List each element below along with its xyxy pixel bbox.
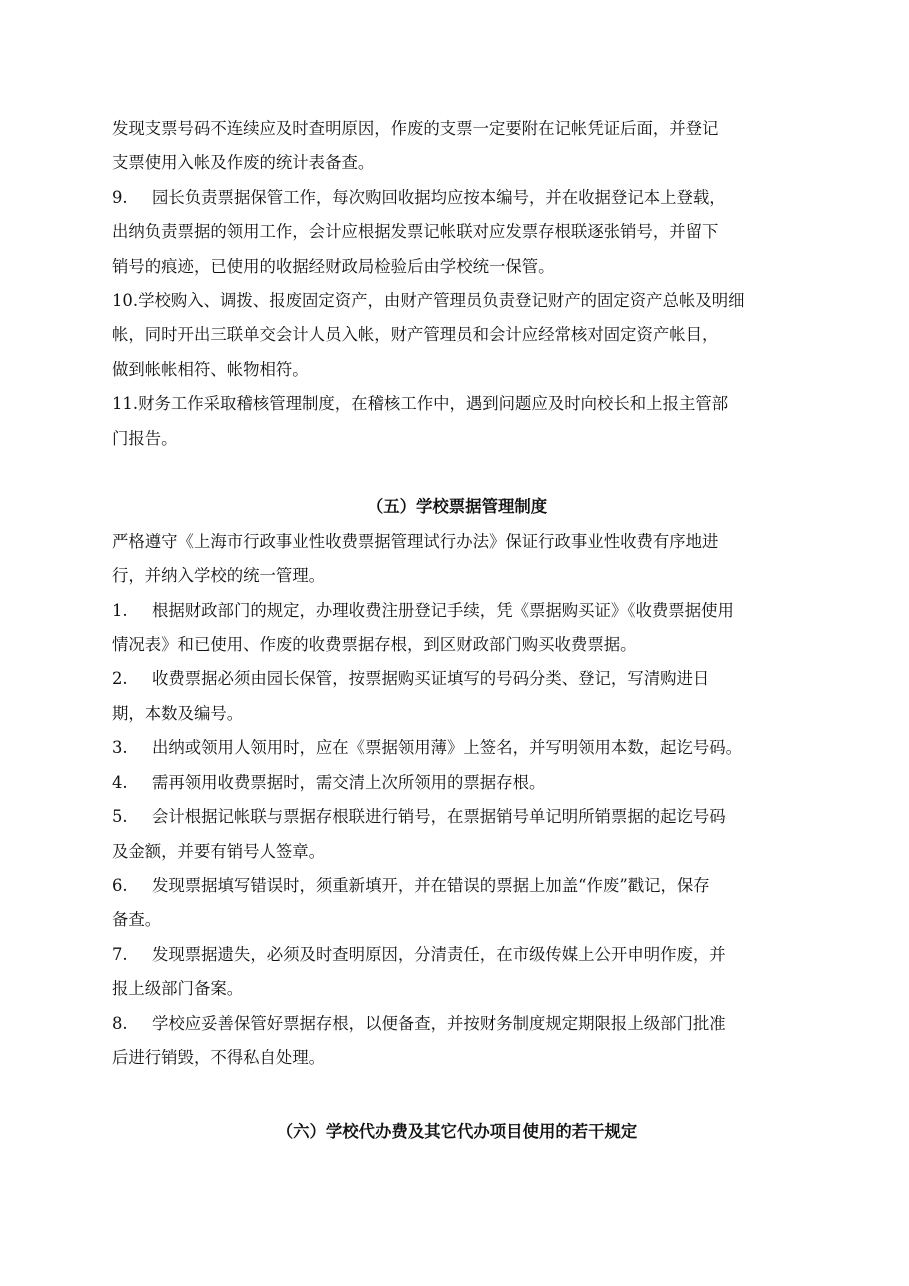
item-text: 财务工作采取稽核管理制度，在稽核工作中，遇到问题应及时向校长和上报主管部 xyxy=(138,394,729,414)
item-number: 9. xyxy=(112,187,128,207)
list-item xyxy=(112,800,802,834)
item-text: 收费票据必须由园长保管，按票据购买证填写的号码分类、登记，写清购进日 xyxy=(152,669,710,689)
item-text: 园长负责票据保管工作，每次购回收据均应按本编号，并在收据登记本上登载， xyxy=(152,187,726,207)
paragraph-line: 销号的痕迹，已使用的收据经财政局检验后由学校统一保管。 xyxy=(112,256,555,276)
item-number: 11. xyxy=(112,394,139,414)
paragraph-line: 行，并纳入学校的统一管理。 xyxy=(112,566,326,586)
list-item xyxy=(112,869,802,903)
item-text: 发现票据遗失，必须及时查明原因，分清责任，在市级传媒上公开申明作废，并 xyxy=(152,944,726,964)
paragraph-line: 门报告。 xyxy=(112,428,178,448)
list-item xyxy=(112,594,802,628)
list-item xyxy=(112,284,802,318)
item-number: 5. xyxy=(112,807,128,827)
paragraph-line: 做到帐帐相符、帐物相符。 xyxy=(112,359,309,379)
spacer xyxy=(112,1075,802,1115)
item-text: 需再领用收费票据时，需交清上次所领用的票据存根。 xyxy=(152,772,546,792)
paragraph-line: 报上级部门备案。 xyxy=(112,979,244,999)
document-page xyxy=(112,112,802,1150)
item-text: 学校应妥善保管好票据存根，以便备查，并按财务制度规定期限报上级部门批准 xyxy=(152,1013,726,1033)
item-text: 发现票据填写错误时，须重新填开，并在错误的票据上加盖“作废”戳记，保存 xyxy=(152,875,710,895)
item-number: 8. xyxy=(112,1013,128,1033)
section-heading: （六）学校代办费及其它代办项目使用的若干规定 xyxy=(276,1122,638,1142)
paragraph-line: 出纳负责票据的领用工作，会计应根据发票记帐联对应发票存根联逐张销号，并留下 xyxy=(112,222,719,242)
item-number: 7. xyxy=(112,944,128,964)
item-text: 学校购入、调拨、报废固定资产，由财产管理员负责登记财产的固定资产总帐及明细 xyxy=(138,291,745,311)
item-text: 出纳或领用人领用时，应在《票据领用薄》上签名，并写明领用本数，起讫号码。 xyxy=(152,738,743,758)
paragraph-line: 期，本数及编号。 xyxy=(112,703,244,723)
paragraph-line: 严格遵守《上海市行政事业性收费票据管理试行办法》保证行政事业性收费有序地进 xyxy=(112,531,719,551)
item-number: 4. xyxy=(112,772,128,792)
paragraph-line: 情况表》和已使用、作废的收费票据存根，到区财政部门购买收费票据。 xyxy=(112,635,637,655)
list-item xyxy=(112,181,802,215)
paragraph-line: 发现支票号码不连续应及时查明原因，作废的支票一定要附在记帐凭证后面，并登记 xyxy=(112,119,719,138)
item-text: 根据财政部门的规定，办理收费注册登记手续，凭《票据购买证》《收费票据使用 xyxy=(152,600,734,620)
paragraph-line: 备查。 xyxy=(112,910,162,930)
list-item xyxy=(112,731,802,765)
item-number: 10. xyxy=(112,291,139,311)
list-item xyxy=(112,938,802,972)
paragraph-line: 帐，同时开出三联单交会计人员入帐，财产管理员和会计应经常核对固定资产帐目， xyxy=(112,325,719,345)
item-number: 1. xyxy=(112,600,128,620)
section-heading: （五）学校票据管理制度 xyxy=(366,497,548,517)
spacer xyxy=(112,456,802,490)
item-number: 6. xyxy=(112,875,128,895)
paragraph-line: 支票使用入帐及作废的统计表备查。 xyxy=(112,153,375,173)
paragraph-line: 后进行销毁，不得私自处理。 xyxy=(112,1047,326,1067)
list-item xyxy=(112,766,802,800)
list-item xyxy=(112,387,802,421)
item-number: 3. xyxy=(112,738,128,758)
list-item xyxy=(112,662,802,696)
paragraph-line: 及金额，并要有销号人签章。 xyxy=(112,841,326,861)
item-text: 会计根据记帐联与票据存根联进行销号，在票据销号单记明所销票据的起讫号码 xyxy=(152,807,726,827)
list-item xyxy=(112,1007,802,1041)
item-number: 2. xyxy=(112,669,128,689)
